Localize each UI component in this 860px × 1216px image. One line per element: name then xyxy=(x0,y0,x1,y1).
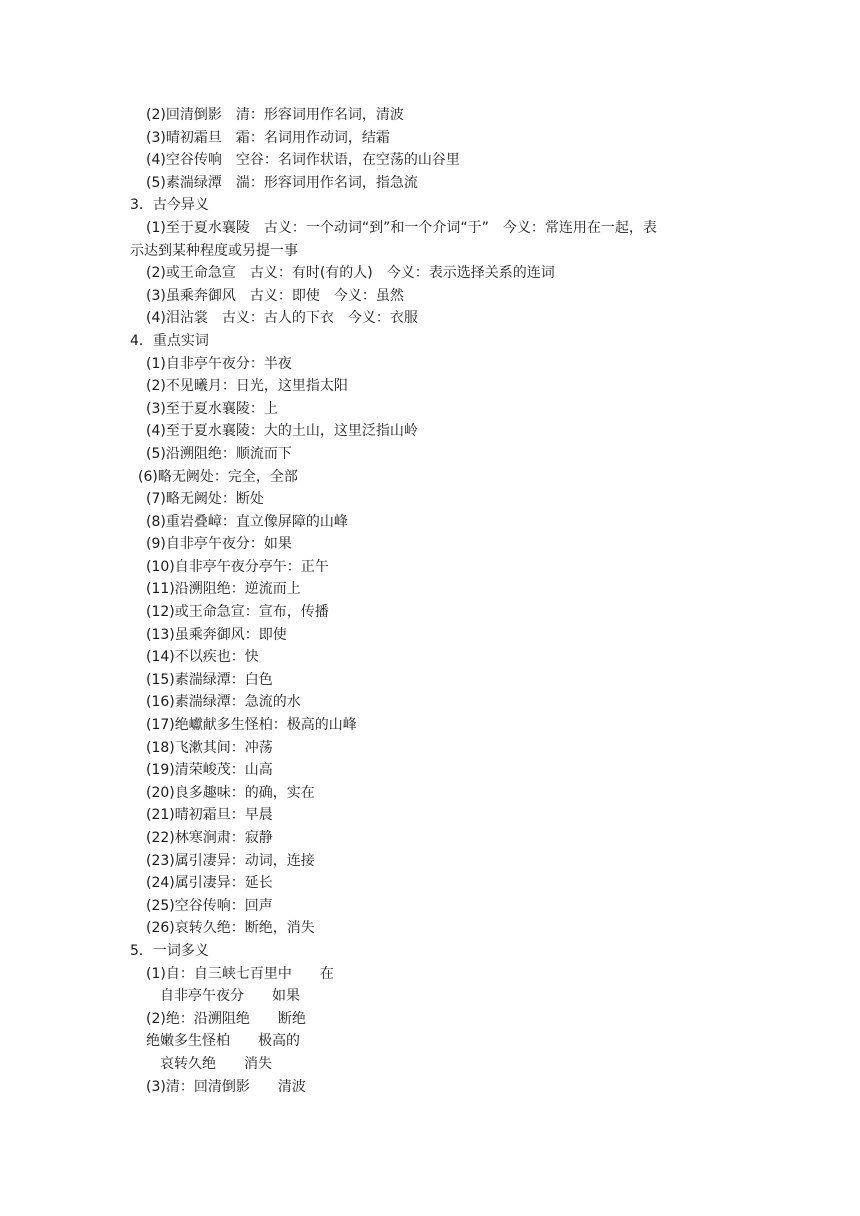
text-line: (2)或王命急宣 古义：有时(有的人) 今义：表示选择关系的连词 xyxy=(146,265,555,282)
text-line: (4)空谷传响 空谷：名词作状语，在空荡的山谷里 xyxy=(146,152,460,169)
section-heading: 5．一词多义 xyxy=(130,942,209,959)
section-heading: 3．古今异义 xyxy=(130,197,209,214)
text-line: (19)清荣峻茂：山高 xyxy=(146,762,273,779)
document-body xyxy=(130,104,740,1098)
text-line: (22)林寒涧肃：寂静 xyxy=(146,830,273,846)
text-line-sub: 哀转久绝 消失 xyxy=(160,1055,272,1072)
text-line: (3)清：回清倒影 清波 xyxy=(146,1078,306,1095)
text-line: (1)至于夏水襄陵 古义：一个动词“到”和一个介词“于” 今义：常连用在一起，表 xyxy=(146,219,657,236)
text-line: (26)哀转久绝：断绝，消失 xyxy=(146,920,315,937)
text-line: (25)空谷传响：回声 xyxy=(146,897,273,914)
text-line: (9)自非亭午夜分：如果 xyxy=(146,536,292,553)
text-line-continuation: 示达到某种程度或另提一事 xyxy=(130,242,298,259)
text-line: (10)自非亭午夜分亭午：正午 xyxy=(146,558,329,575)
text-line: (18)飞漱其间：冲荡 xyxy=(146,739,273,756)
text-line: (4)至于夏水襄陵：大的土山，这里泛指山岭 xyxy=(146,423,418,440)
text-line: (3)晴初霜旦 霜：名词用作动词，结霜 xyxy=(146,129,390,146)
text-line: (16)素湍绿潭：急流的水 xyxy=(146,694,301,711)
text-line: (5)沿溯阻绝：顺流而下 xyxy=(146,445,292,462)
text-line: (7)略无阙处：断处 xyxy=(146,491,264,508)
text-line: (6)略无阙处：完全，全部 xyxy=(138,468,298,485)
text-line: (2)绝：沿溯阻绝 断绝 xyxy=(146,1010,306,1027)
text-line: (5)素湍绿潭 湍：形容词用作名词，指急流 xyxy=(146,174,418,191)
text-line: (21)晴初霜旦：早晨 xyxy=(146,807,273,824)
text-line: (2)回清倒影 清：形容词用作名词，清波 xyxy=(146,107,404,123)
text-line: (20)良多趣味：的确，实在 xyxy=(146,784,315,801)
text-line: (2)不见曦月：日光，这里指太阳 xyxy=(146,378,348,395)
text-line: (12)或王命急宣：宣布，传播 xyxy=(146,604,329,621)
text-line: (3)至于夏水襄陵：上 xyxy=(146,400,278,417)
text-line: (15)素湍绿潭：白色 xyxy=(146,671,273,688)
text-line: (13)虽乘奔御风：即使 xyxy=(146,626,287,643)
text-line: (24)属引凄异：延长 xyxy=(146,875,273,892)
text-line: (23)属引凄异：动词，连接 xyxy=(146,852,315,869)
text-line-sub: 绝嫩多生怪柏 极高的 xyxy=(146,1033,300,1050)
text-line: (1)自：自三峡七百里中 在 xyxy=(146,965,334,982)
text-line: (1)自非亭午夜分：半夜 xyxy=(146,355,292,372)
text-line: (8)重岩叠嶂：直立像屏障的山峰 xyxy=(146,513,348,530)
section-heading: 4．重点实词 xyxy=(130,332,209,349)
text-line: (17)绝巘献多生怪柏：极高的山峰 xyxy=(146,717,357,734)
text-line: (3)虽乘奔御风 古义：即使 今义：虽然 xyxy=(146,287,404,304)
text-line: (14)不以疾也：快 xyxy=(146,649,259,666)
text-line: (11)沿溯阻绝：逆流而上 xyxy=(146,581,301,598)
text-line: (4)泪沾裳 古义：古人的下衣 今义：衣服 xyxy=(146,310,418,327)
text-line-sub: 自非亭午夜分 如果 xyxy=(160,988,300,1005)
